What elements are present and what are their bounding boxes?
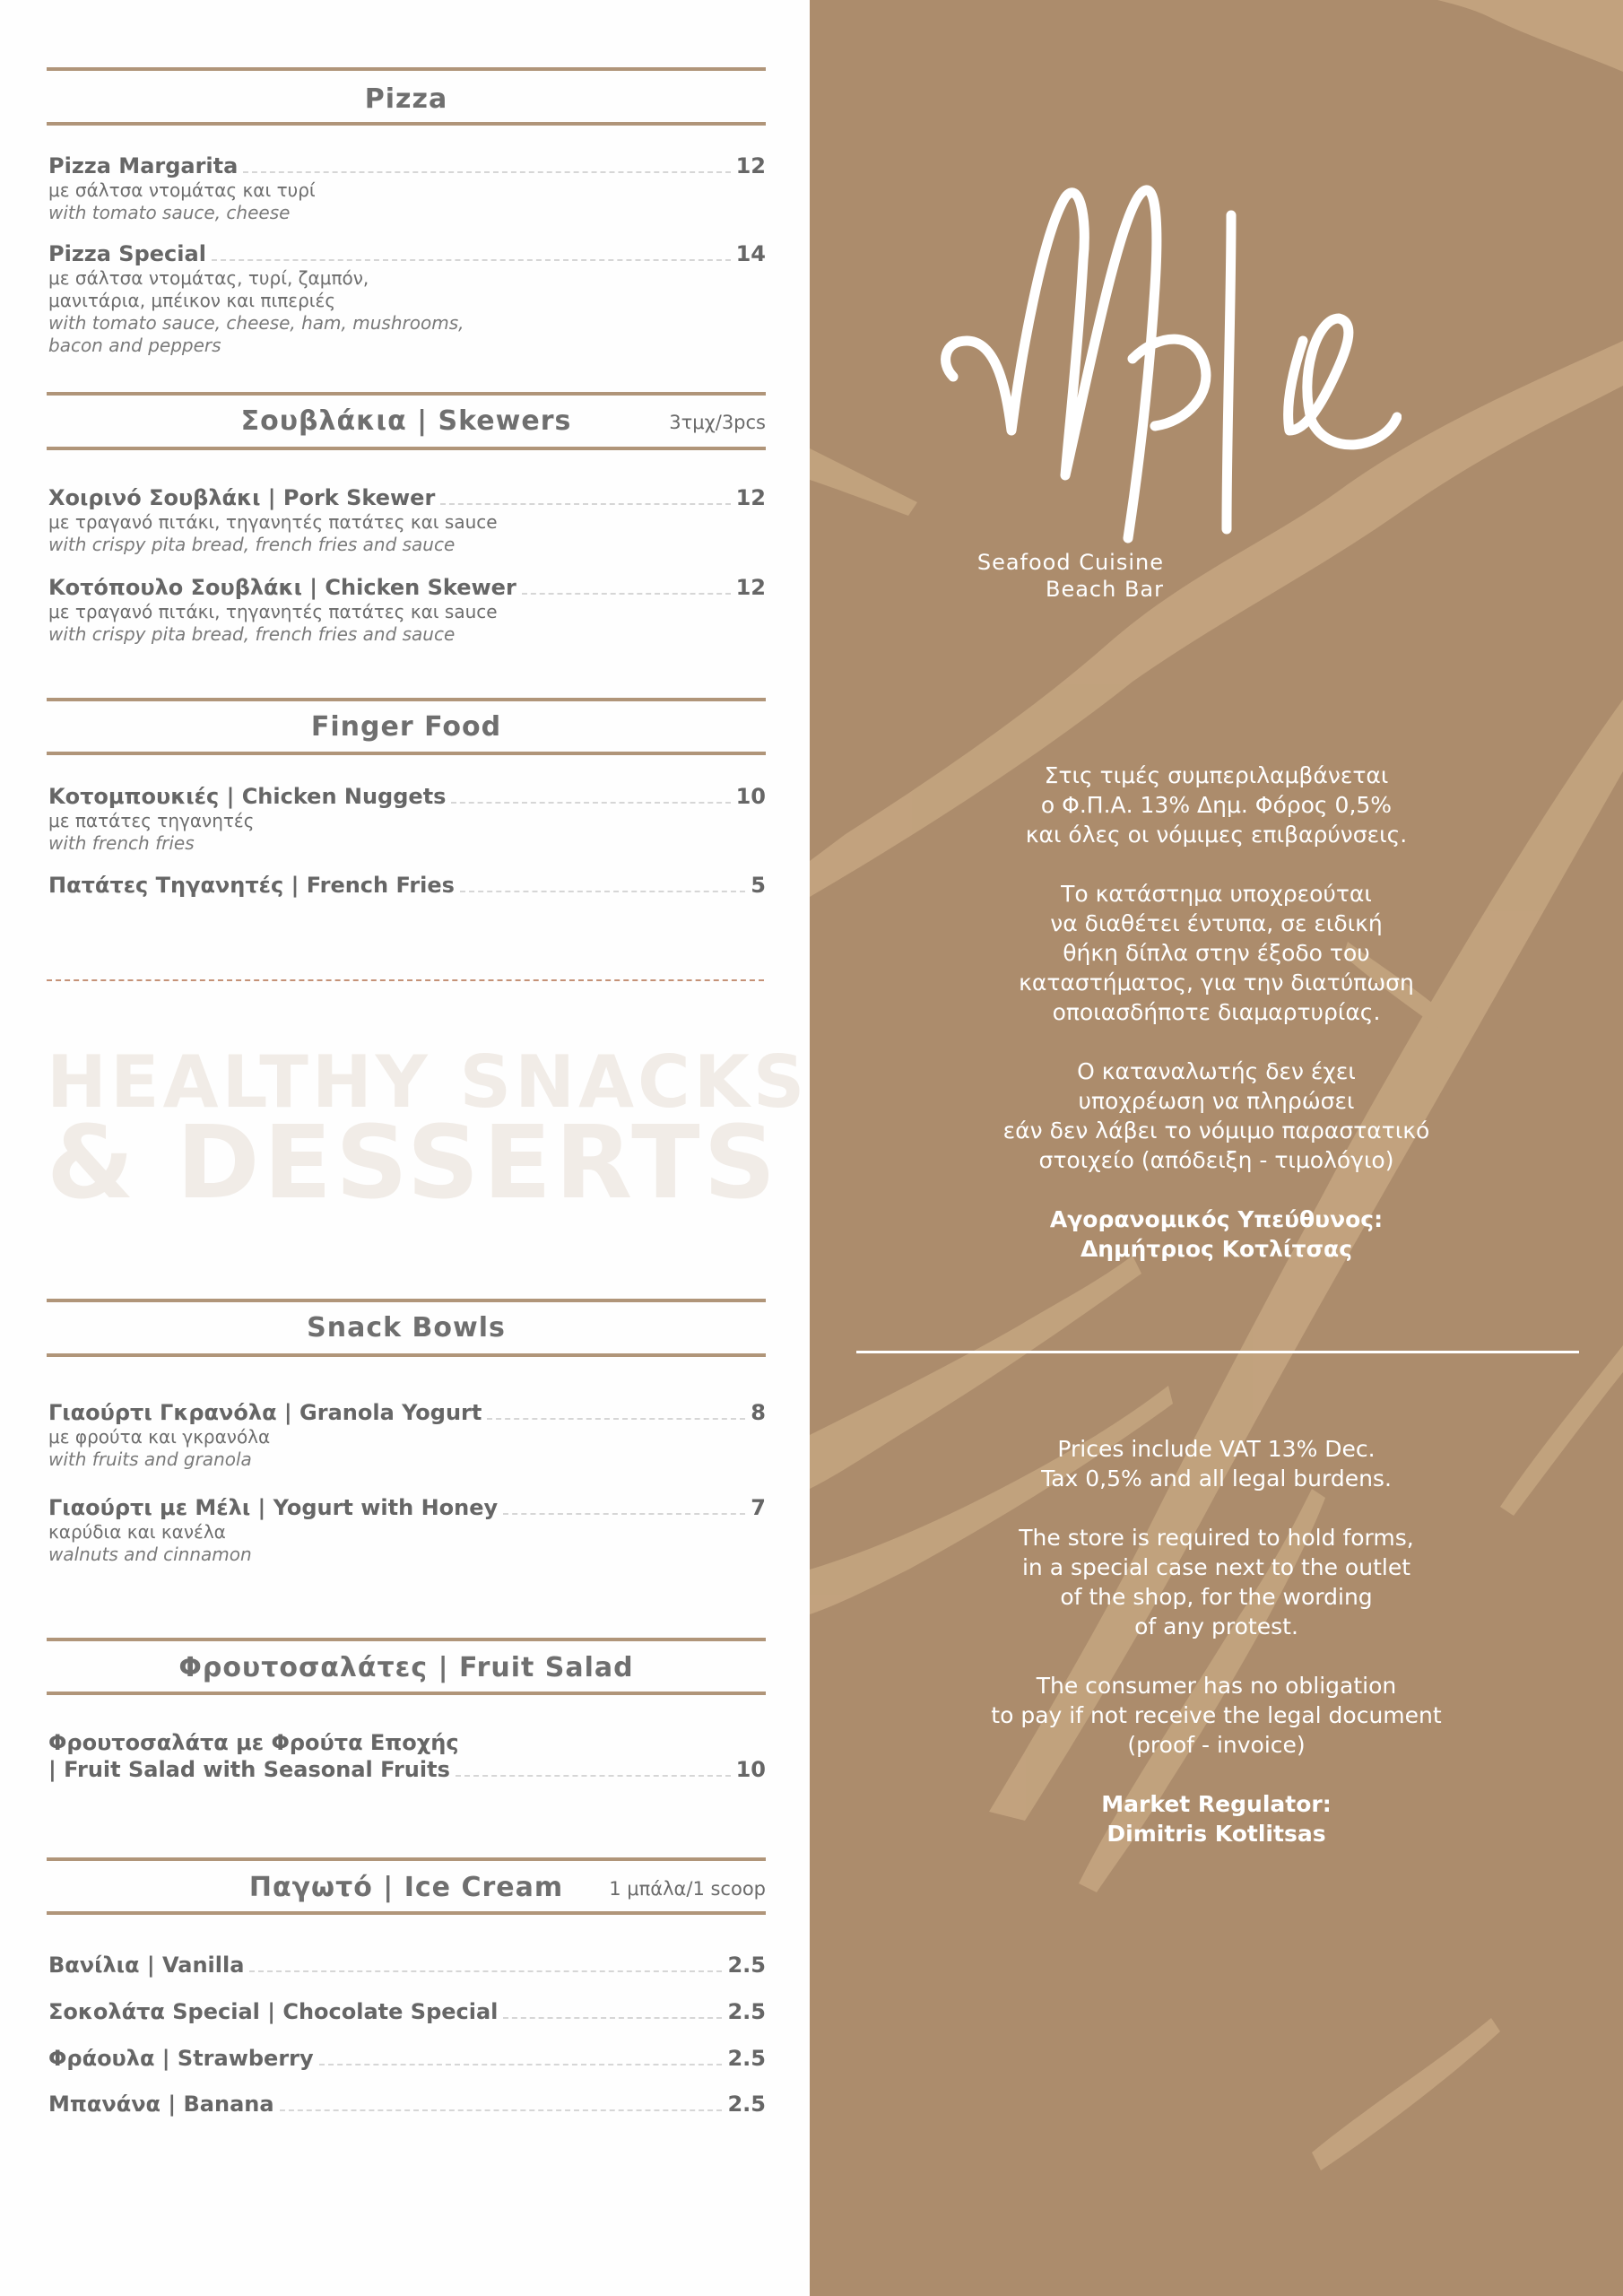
section-rule — [47, 1299, 766, 1302]
menu-item — [48, 484, 766, 556]
menu-item — [48, 574, 766, 646]
item-price: 2.5 — [727, 2092, 766, 2117]
section-divider — [47, 979, 764, 981]
regulator-label: Αγορανομικός Υπεύθυνος: — [1049, 1206, 1384, 1232]
section-rule — [47, 1638, 766, 1641]
item-name: Pizza Margarita — [48, 153, 239, 178]
legal-line: εάν δεν λάβει το νόμιμο παραστατικό — [1002, 1118, 1430, 1144]
section-note: 3τμχ/3pcs — [669, 412, 766, 433]
section-note: 1 μπάλα/1 scoop — [609, 1878, 766, 1900]
legal-line: Στις τιμές συμπεριλαμβάνεται — [1044, 762, 1389, 788]
legal-line: υποχρέωση να πληρώσει — [1078, 1088, 1355, 1114]
menu-item — [48, 1399, 766, 1471]
legal-line: στοιχείο (απόδειξη - τιμολόγιο) — [1038, 1147, 1394, 1173]
item-desc-gr: με τραγανό πιτάκι, τηγανητές πατάτες και sauce — [48, 601, 498, 622]
legal-line: και όλες οι νόμιμες επιβαρύνσεις. — [1025, 822, 1408, 848]
tagline-line1: Seafood Cuisine — [976, 550, 1164, 575]
item-price: 12 — [735, 153, 766, 178]
section-rule — [47, 698, 766, 701]
item-name: Βανίλια | Vanilla — [48, 1952, 245, 1978]
item-desc-en: with crispy pita bread, french fries and sauce — [48, 623, 456, 645]
menu-item — [48, 152, 766, 224]
item-name: Γιαούρτι με Μέλι | Yogurt with Honey — [48, 1495, 499, 1520]
item-desc-gr: με φρούτα και γκρανόλα — [48, 1426, 271, 1448]
regulator-name: Dimitris Kotlitsas — [1107, 1821, 1326, 1847]
legal-info-english — [846, 1434, 1587, 1878]
item-desc-gr: με σάλτσα ντομάτας και τυρί — [48, 179, 316, 201]
item-price: 5 — [751, 873, 766, 898]
legal-line: (proof - invoice) — [1127, 1732, 1306, 1758]
section-rule — [47, 392, 766, 396]
legal-info-greek — [846, 761, 1587, 1293]
item-name: Γιαούρτι Γκρανόλα | Granola Yogurt — [48, 1400, 482, 1425]
item-name: Σοκολάτα Special | Chocolate Special — [48, 1999, 499, 2024]
legal-line: The store is required to hold forms, — [1019, 1525, 1414, 1551]
section-title-skewers: Σουβλάκια | Skewers — [240, 405, 572, 437]
section-rule — [47, 1692, 766, 1695]
item-desc-en: with french fries — [48, 832, 195, 854]
item-price: 2.5 — [727, 1999, 766, 2024]
item-name: Φράουλα | Strawberry — [48, 2046, 314, 2071]
item-desc-en: with crispy pita bread, french fries and sauce — [48, 534, 456, 555]
menu-item — [48, 2091, 766, 2118]
item-price: 14 — [735, 241, 766, 266]
tagline-line2: Beach Bar — [1045, 577, 1164, 602]
menu-item — [48, 872, 766, 899]
legal-line: to pay if not receive the legal document — [991, 1702, 1442, 1728]
section-rule — [47, 752, 766, 755]
item-price: 10 — [735, 1757, 766, 1782]
legal-line: ο Φ.Π.Α. 13% Δημ. Φόρος 0,5% — [1040, 792, 1393, 818]
item-name: Κοτομπουκιές | Chicken Nuggets — [48, 784, 447, 809]
item-price: 8 — [751, 1400, 766, 1425]
legal-line: Prices include VAT 13% Dec. — [1057, 1436, 1376, 1462]
item-price: 12 — [735, 485, 766, 510]
item-desc-gr: με τραγανό πιτάκι, τηγανητές πατάτες και sauce — [48, 511, 498, 533]
section-rule — [47, 447, 766, 450]
item-name: Pizza Special — [48, 241, 206, 266]
regulator-label: Market Regulator: — [1101, 1791, 1332, 1817]
menu-item — [48, 240, 766, 357]
section-rule — [47, 122, 766, 126]
brand-logo — [935, 161, 1402, 610]
menu-item — [48, 1998, 766, 2025]
section-title-pizza: Pizza — [364, 83, 448, 115]
item-name: Χοιρινό Σουβλάκι | Pork Skewer — [48, 485, 436, 510]
item-desc-en: with tomato sauce, cheese, ham, mushrooms, — [48, 312, 464, 334]
legal-line: να διαθέτει έντυπα, σε ειδική — [1050, 910, 1383, 936]
legal-line: καταστήματος, για την διατύπωση — [1019, 970, 1414, 996]
item-desc-en: walnuts and cinnamon — [48, 1544, 252, 1565]
item-desc-en: with fruits and granola — [48, 1448, 252, 1470]
legal-line: The consumer has no obligation — [1036, 1673, 1397, 1699]
item-price: 10 — [735, 784, 766, 809]
menu-item — [48, 1952, 766, 1979]
panel-divider — [856, 1351, 1579, 1353]
item-price: 2.5 — [727, 2046, 766, 2071]
legal-line: θήκη δίπλα στην έξοδο του — [1063, 940, 1370, 966]
section-rule — [47, 67, 766, 71]
section-rule — [47, 1857, 766, 1861]
brand-panel — [810, 0, 1623, 2296]
item-name: Φρουτοσαλάτα με Φρούτα Εποχής — [48, 1730, 459, 1755]
section-title-finger-food: Finger Food — [310, 711, 502, 743]
section-rule — [47, 1911, 766, 1915]
regulator-name: Δημήτριος Κοτλίτσας — [1080, 1236, 1353, 1262]
item-desc-en: bacon and peppers — [48, 335, 221, 356]
menu-item — [48, 1494, 766, 1566]
watermark-heading-line1: HEALTHY SNACKS — [47, 1040, 809, 1124]
section-title-snack-bowls: Snack Bowls — [307, 1312, 506, 1344]
item-name: Κοτόπουλο Σουβλάκι | Chicken Skewer — [48, 575, 516, 600]
item-name: Πατάτες Τηγανητές | French Fries — [48, 873, 455, 898]
item-desc-gr: με πατάτες τηγανητές — [48, 810, 255, 831]
legal-line: Ο καταναλωτής δεν έχει — [1077, 1058, 1356, 1084]
item-desc-gr: με σάλτσα ντομάτας, τυρί, ζαμπόν, — [48, 267, 369, 289]
item-desc-gr: μανιτάρια, μπέικον και πιπεριές — [48, 290, 336, 311]
item-name: Μπανάνα | Banana — [48, 2092, 274, 2117]
legal-line: οποιασδήποτε διαμαρτυρίας. — [1052, 999, 1381, 1025]
watermark-heading-line2: & DESSERTS — [47, 1105, 780, 1222]
section-title-fruit-salad: Φρουτοσαλάτες | Fruit Salad — [178, 1652, 634, 1683]
item-desc-en: with tomato sauce, cheese — [48, 202, 291, 223]
section-title-ice-cream: Παγωτό | Ice Cream — [248, 1872, 564, 1903]
item-name-line2: | Fruit Salad with Seasonal Fruits — [48, 1757, 450, 1782]
menu-item — [48, 1729, 766, 1783]
menu-item — [48, 2045, 766, 2072]
brand-tagline — [958, 549, 1164, 603]
legal-line: in a special case next to the outlet — [1021, 1554, 1411, 1580]
menu-column — [0, 0, 810, 2296]
legal-line: Tax 0,5% and all legal burdens. — [1041, 1465, 1392, 1492]
section-rule — [47, 1353, 766, 1357]
item-price: 2.5 — [727, 1952, 766, 1978]
menu-item — [48, 783, 766, 855]
item-price: 12 — [735, 575, 766, 600]
legal-line: Το κατάστημα υποχρεούται — [1061, 881, 1372, 907]
legal-line: of any protest. — [1134, 1613, 1298, 1639]
legal-line: of the shop, for the wording — [1060, 1584, 1373, 1610]
item-price: 7 — [751, 1495, 766, 1520]
item-desc-gr: καρύδια και κανέλα — [48, 1521, 226, 1543]
